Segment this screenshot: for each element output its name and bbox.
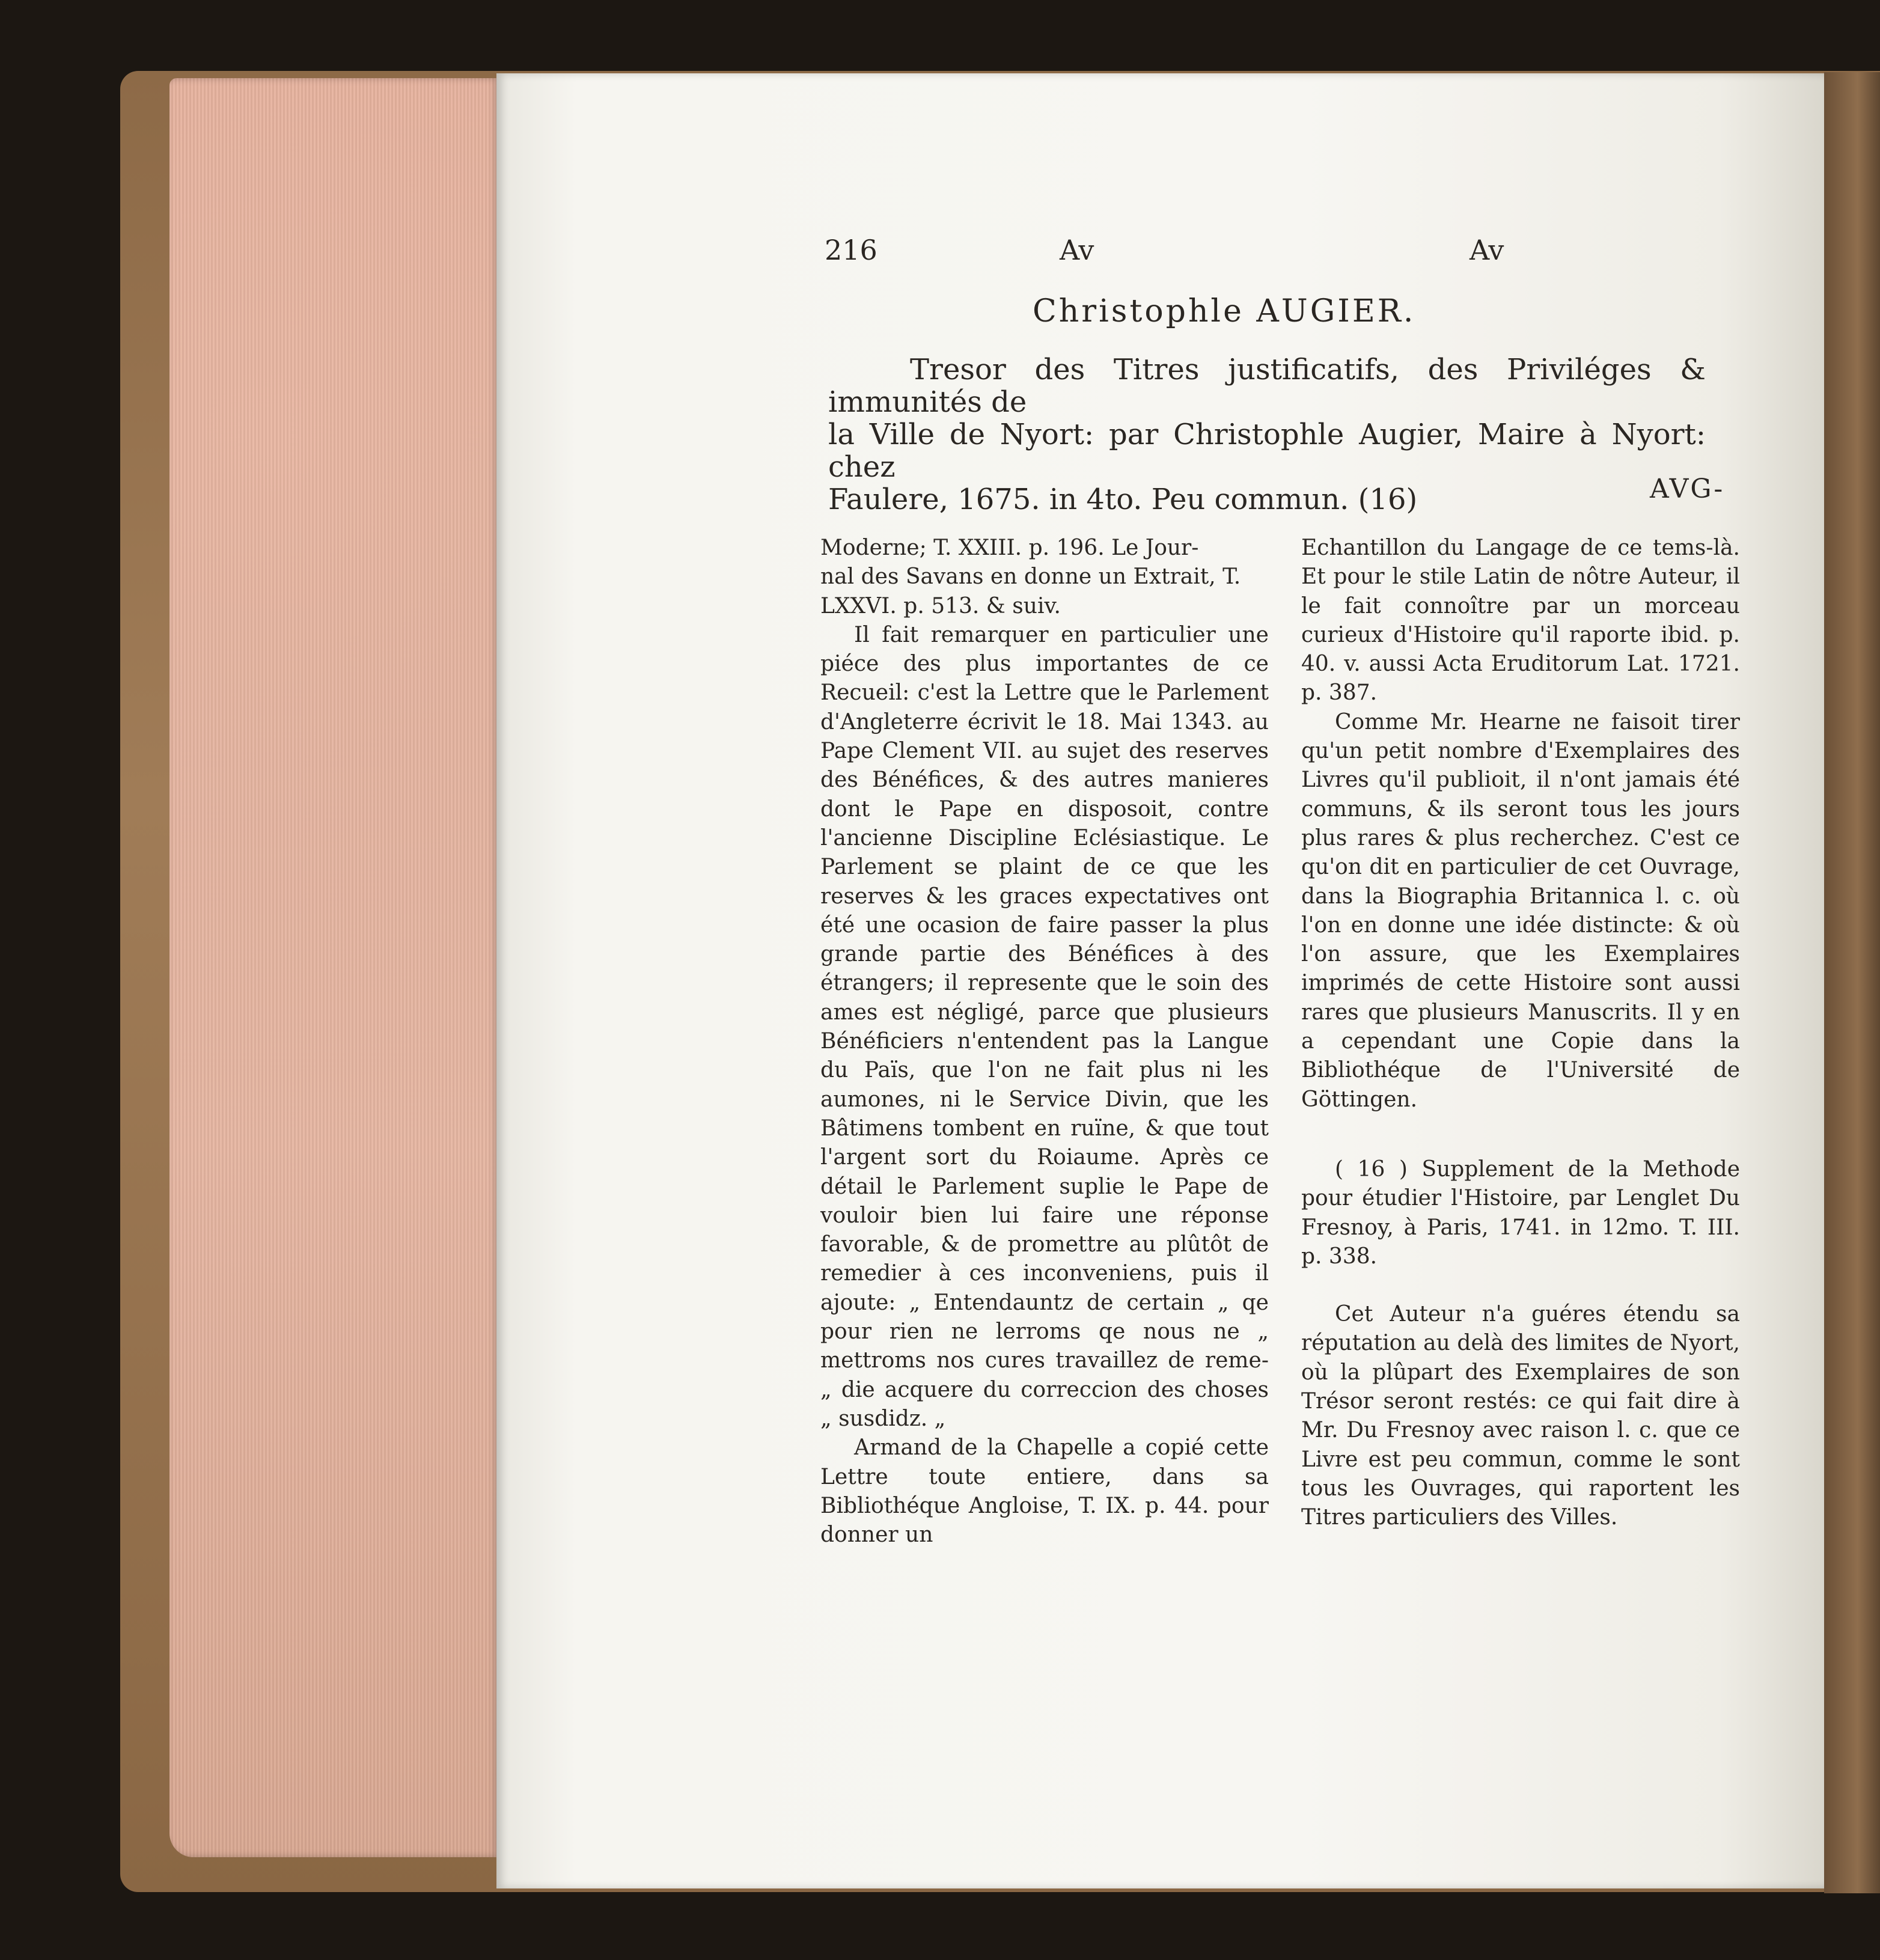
left-column-paragraph: Il fait remarquer en particulier une piéce des plus importantes de ce Recueil: c'est la Lettre que le Parlement d'Angleterre écrivit le 18. Mai 1343. au Pape Clement VII. au sujet des reserves des Bénéfices, & des autres manieres dont le Pape en disposoit, contre l'ancienne Discipline Eclésiastique. Le Parlement se plaint de ce que les reserves & les graces expectatives ont été une ocasion de faire passer la plus grande partie des Bénéfices à des étrangers; il represente que le soin des ames est négligé, parce que plusieurs Bénéficiers n'entendent pas la Langue du Païs, que l'on ne fait plus ni les aumones, ni le Service Divin, que les Bâtimens tombent en ruïne, & que tout l'argent sort du Roiaume. Après ce détail le Parlement suplie le Pape de vouloir bien lui faire une réponse favorable, & de promettre au plûtôt de remedier à ces inconveniens, puis il ajoute: „ Entendauntz de certain „ qe pour rien ne lerroms qe nous ne „ mettroms nos cures travaillez de reme- „ die acquere du correccion des choses „ susdidz. „ — [820, 622, 1269, 1431]
right-column-paragraph: Comme Mr. Hearne ne faisoit tirer qu'un petit nombre d'Exemplaires des Livres qu'il publioit, il n'ont jamais été communs, & ils seront tous les jours plus rares & plus recherchez. C'est ce qu'on dit en particulier de cet Ouvrage, dans la Biographia Britannica l. c. où l'on en donne une idée distincte: & où l'on assure, que les Exemplaires imprimés de cette Histoire sont aussi rares que plusieurs Manuscrits. Il y en a cependant une Copie dans la Bibliothéque de l'Université de Göttingen. — [1301, 709, 1740, 1112]
left-running-head: Av — [1060, 234, 1094, 266]
entry-line: Faulere, 1675. in 4to. Peu commun. (16) — [828, 483, 1418, 516]
right-running-head: Av — [1470, 234, 1504, 266]
left-column — [820, 534, 1269, 1549]
entry-title: Christophle AUGIER. — [1033, 293, 1416, 329]
page-fore-edge — [169, 78, 499, 1857]
book-cover-right — [1824, 72, 1880, 1893]
right-column-paragraph: Cet Auteur n'a guéres étendu sa réputation au delà des limites de Nyort, où la plûpart des Exemplaires de son Trésor seront restés: ce qui fait dire à Mr. Du Fresnoy avec raison l. c. que ce Livre est peu commun, comme le sont tous les Ouvrages, qui raportent les Titres particuliers des Villes. — [1301, 1302, 1740, 1530]
entry-text — [828, 353, 1706, 516]
right-column-paragraph: Echantillon du Langage de ce tems-là. Et pour le stile Latin de nôtre Auteur, il le fait connoître par un morceau curieux d'Histoire qu'il raporte ibid. p. 40. v. aussi Acta Eruditorum Lat. 1721. p. 387. — [1301, 536, 1740, 706]
left-column-paragraph: Armand de la Chapelle a copié cette Lettre toute entiere, dans sa Bibliothéque Angloise, T. IX. p. 44. pour donner un — [820, 1435, 1269, 1548]
right-column — [1301, 534, 1740, 1533]
catchword: AVG- — [1650, 474, 1725, 504]
left-column-line: nal des Savans en donne un Extrait, T. — [820, 564, 1241, 590]
left-column-line: Moderne; T. XXIII. p. 196. Le Jour- — [820, 536, 1199, 560]
footnote-16: ( 16 ) Supplement de la Methode pour étudier l'Histoire, par Lenglet Du Fresnoy, à Paris, 1741. in 12mo. T. III. p. 338. — [1301, 1156, 1740, 1269]
page-number: 216 — [825, 234, 877, 266]
left-column-line: LXXVI. p. 513. & suiv. — [820, 593, 1061, 618]
entry-line: la Ville de Nyort: par Christophle Augier, Maire à Nyort: chez — [828, 418, 1706, 484]
entry-line: Tresor des Titres justificatifs, des Priviléges & immunités de — [828, 353, 1706, 419]
